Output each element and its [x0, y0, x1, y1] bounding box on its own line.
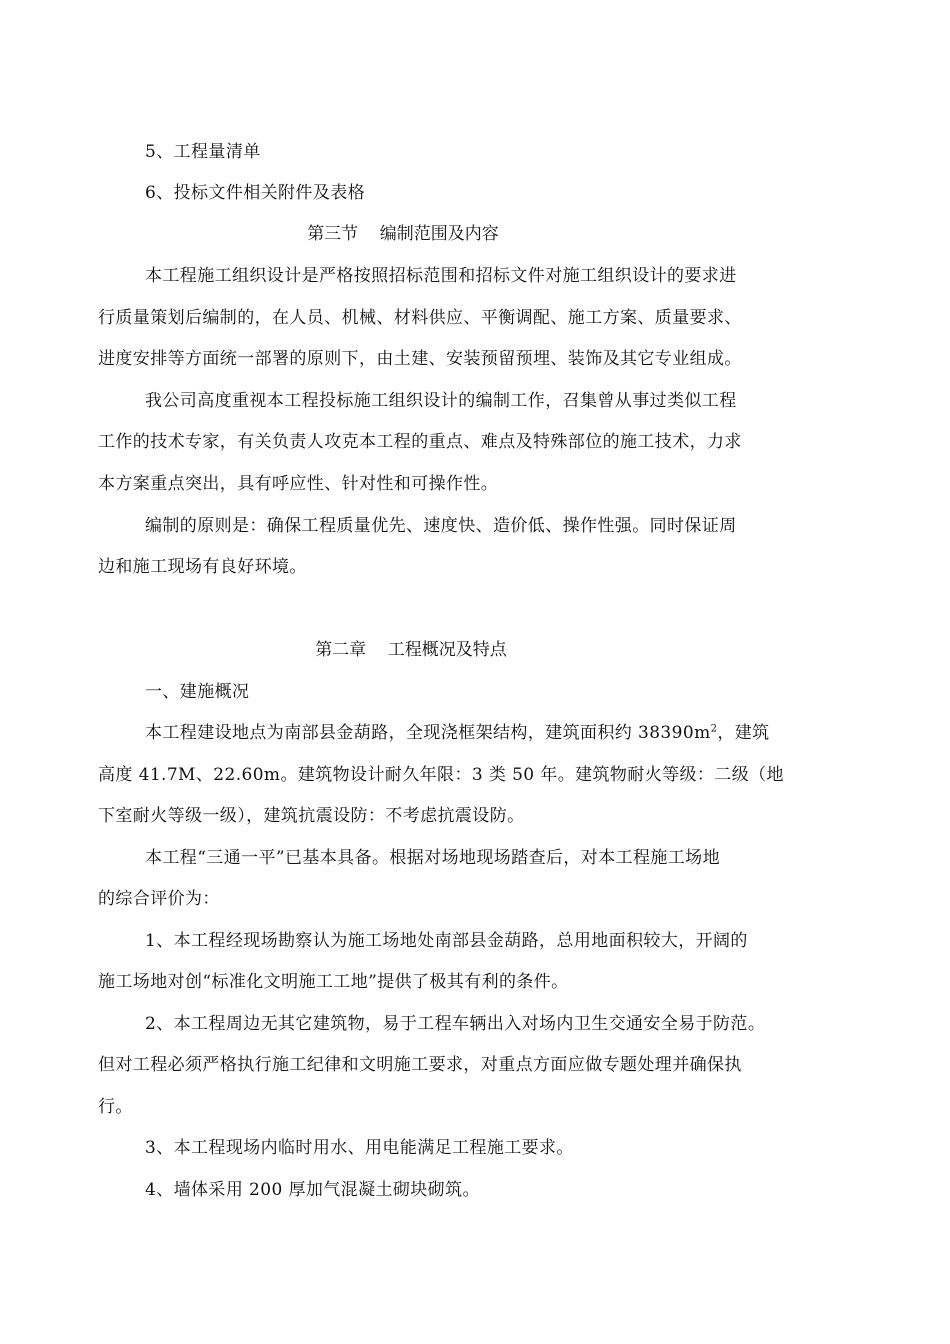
section-heading: 第三节 编制范围及内容	[307, 224, 499, 244]
paragraph-line: 下室耐火等级一级），建筑抗震设防：不考虑抗震设防。	[98, 806, 525, 826]
list-item-4: 4、墙体采用 200 厚加气混凝土砌块砌筑。	[145, 1180, 480, 1200]
chapter-heading: 第二章 工程概况及特点	[315, 640, 507, 660]
paragraph-line	[145, 721, 865, 745]
paragraph-line: 边和施工现场有良好环境。	[98, 557, 307, 577]
paragraph-line: 本工程“三通一平”已基本具备。根据对场地现场踏查后，对本工程施工场地	[145, 848, 720, 868]
paragraph-line: 本方案重点突出，具有呼应性、针对性和可操作性。	[98, 474, 499, 494]
paragraph-line: 编制的原则是：确保工程质量优先、速度快、造价低、操作性强。同时保证周	[145, 516, 737, 536]
list-item-3: 3、本工程现场内临时用水、用电能满足工程施工要求。	[145, 1138, 574, 1158]
paragraph-line: 高度 41.7M、22.60m。建筑物设计耐久年限：3 类 50 年。建筑物耐火等级：二级（地	[98, 765, 784, 785]
list-item-6: 6、投标文件相关附件及表格	[145, 183, 366, 203]
list-item-1: 1、本工程经现场勘察认为施工场地处南部县金葫路，总用地面积较大，开阔的	[145, 931, 748, 951]
paragraph-line: 本工程施工组织设计是严格按照招标范围和招标文件对施工组织设计的要求进	[145, 266, 737, 286]
paragraph-line: 行质量策划后编制的，在人员、机械、材料供应、平衡调配、施工方案、质量要求、	[98, 308, 742, 328]
list-item-2: 2、本工程周边无其它建筑物，易于工程车辆出入对场内卫生交通安全易于防范。	[145, 1014, 766, 1034]
paragraph-text: ，建筑	[717, 723, 770, 743]
subsection-heading: 一、建施概况	[145, 682, 250, 702]
paragraph-text: 本工程建设地点为南部县金葫路，全现浇框架结构，建筑面积约 38390m	[145, 723, 711, 743]
paragraph-line: 工作的技术专家，有关负责人攻克本工程的重点、难点及特殊部位的施工技术，力求	[98, 432, 742, 452]
paragraph-line: 的综合评价为：	[98, 889, 220, 909]
paragraph-line: 我公司高度重视本工程投标施工组织设计的编制工作，召集曾从事过类似工程	[145, 391, 737, 411]
paragraph-line: 但对工程必须严格执行施工纪律和文明施工要求，对重点方面应做专题处理并确保执	[98, 1055, 742, 1075]
paragraph-line: 行。	[98, 1097, 133, 1117]
paragraph-line: 进度安排等方面统一部署的原则下，由土建、安装预留预埋、装饰及其它专业组成。	[98, 349, 742, 369]
paragraph-line: 施工场地对创“标准化文明施工工地”提供了极其有利的条件。	[98, 972, 569, 992]
list-item-5: 5、工程量清单	[145, 142, 261, 162]
superscript: 2	[710, 723, 718, 735]
